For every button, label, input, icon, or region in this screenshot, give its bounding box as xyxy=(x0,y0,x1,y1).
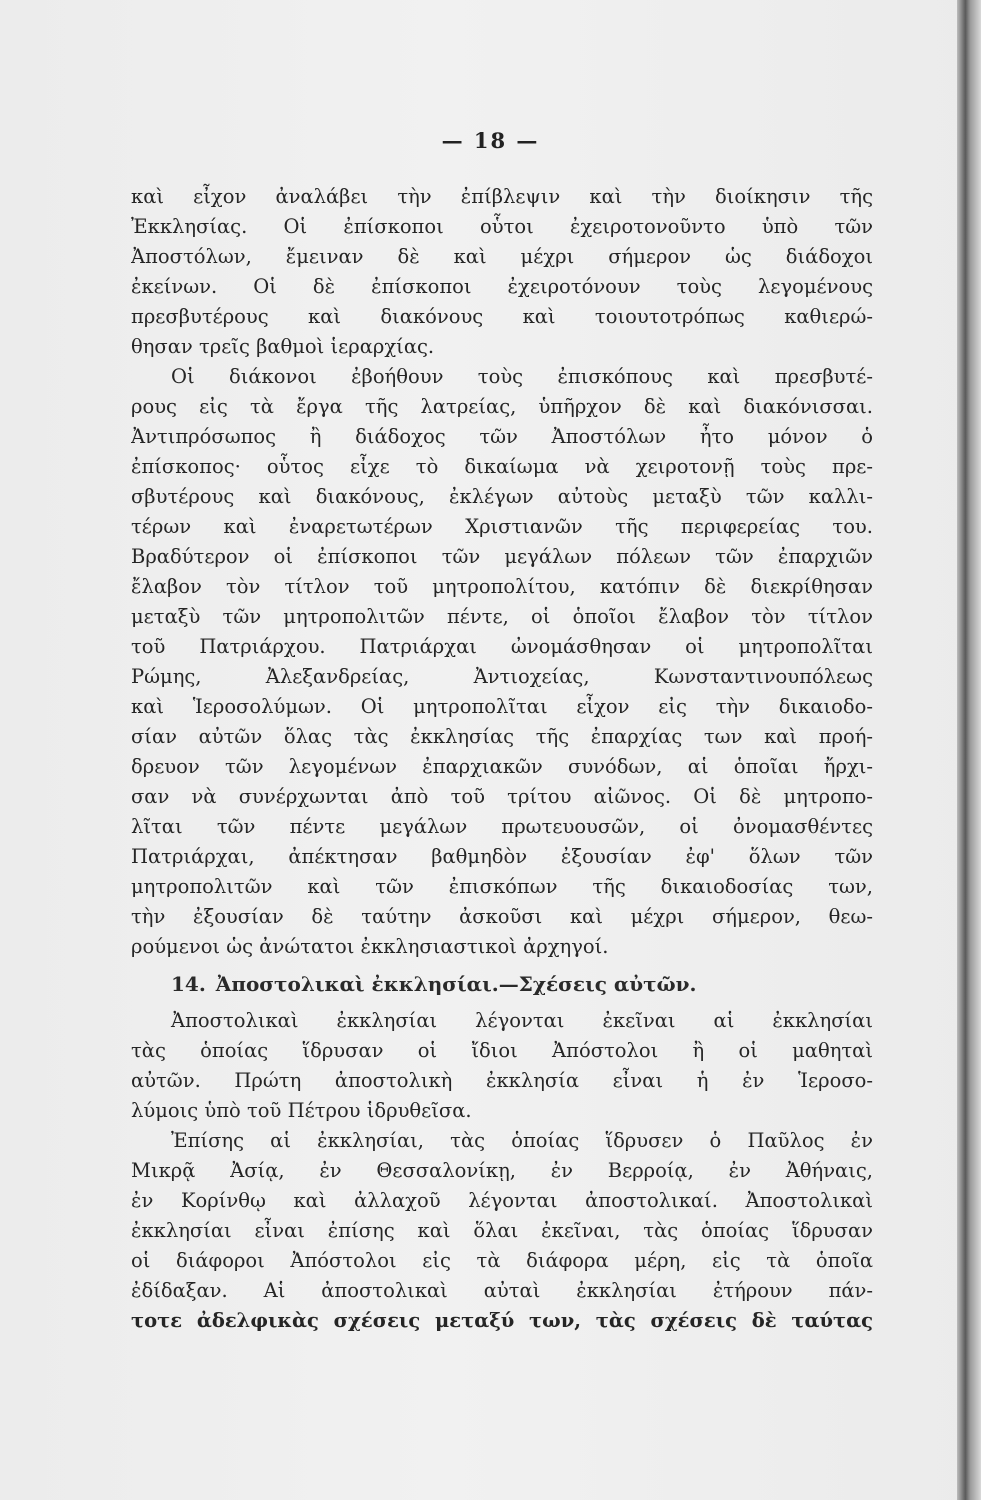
text-line: σβυτέρους καὶ διακόνους, ἐκλέγων αὐτοὺς μεταξὺ τῶν καλλι- xyxy=(131,485,873,508)
text-line: σαν νὰ συνέρχωνται ἀπὸ τοῦ τρίτου αἰῶνος. Οἱ δὲ μητροπο- xyxy=(131,785,873,808)
book-binding-edge xyxy=(957,0,981,1500)
text-line: Ἀποστόλων, ἔμειναν δὲ καὶ μέχρι σήμερον ὡς διάδοχοι xyxy=(131,245,873,268)
text-line: Μικρᾷ Ἀσίᾳ, ἐν Θεσσαλονίκῃ, ἐν Βερροίᾳ, ἐν Ἀθήναις, xyxy=(131,1159,873,1182)
section-heading xyxy=(131,962,873,1006)
body-text xyxy=(131,182,873,1336)
text-line: τὰς ὁποίας ἵδρυσαν οἱ ἴδιοι Ἀπόστολοι ἢ οἱ μαθηταὶ xyxy=(131,1039,873,1062)
section-number: 14. xyxy=(171,972,206,996)
text-line: τέρων καὶ ἐναρετωτέρων Χριστιανῶν τῆς περιφερείας του. xyxy=(131,515,873,538)
text-line: ἐκκλησίαι εἶναι ἐπίσης καὶ ὅλαι ἐκεῖναι, τὰς ὁποίας ἵδρυσαν xyxy=(131,1219,873,1242)
text-line: σίαν αὐτῶν ὅλας τὰς ἐκκλησίας τῆς ἐπαρχίας των καὶ προή- xyxy=(131,725,873,748)
text-line: λῖται τῶν πέντε μεγάλων πρωτευουσῶν, οἱ ὀνομασθέντες xyxy=(131,815,873,838)
text-line: μητροπολιτῶν καὶ τῶν ἐπισκόπων τῆς δικαιοδοσίας των, xyxy=(131,875,873,898)
text-line: θησαν τρεῖς βαθμοὶ ἱεραρχίας. xyxy=(131,335,435,358)
text-line: οἱ διάφοροι Ἀπόστολοι εἰς τὰ διάφορα μέρη, εἰς τὰ ὁποῖα xyxy=(131,1249,873,1272)
text-line: Πατριάρχαι, ἀπέκτησαν βαθμηδὸν ἐξουσίαν ἐφ' ὅλων τῶν xyxy=(131,845,873,868)
text-line: ρους εἰς τὰ ἔργα τῆς λατρείας, ὑπῆρχον δὲ καὶ διακόνισσαι. xyxy=(131,395,873,418)
text-line: πρεσβυτέρους καὶ διακόνους καὶ τοιουτοτρόπως καθιερώ- xyxy=(131,305,873,328)
text-line: λύμοις ὑπὸ τοῦ Πέτρου ἱδρυθεῖσα. xyxy=(131,1099,472,1122)
text-line: Οἱ διάκονοι ἐβοήθουν τοὺς ἐπισκόπους καὶ πρεσβυτέ- xyxy=(171,365,873,388)
page-number: — 18 — xyxy=(441,128,540,153)
text-line: Βραδύτερον οἱ ἐπίσκοποι τῶν μεγάλων πόλεων τῶν ἐπαρχιῶν xyxy=(131,545,873,568)
text-line: Ἐκκλησίας. Οἱ ἐπίσκοποι οὗτοι ἐχειροτονοῦντο ὑπὸ τῶν xyxy=(131,215,873,238)
text-line: τοῦ Πατριάρχου. Πατριάρχαι ὠνομάσθησαν οἱ μητροπολῖται xyxy=(131,635,873,658)
text-line: Ἀντιπρόσωπος ἢ διάδοχος τῶν Ἀποστόλων ἦτο μόνον ὁ xyxy=(131,425,873,448)
text-line: αὐτῶν. Πρώτη ἀποστολικὴ ἐκκλησία εἶναι ἡ ἐν Ἱεροσο- xyxy=(131,1069,873,1092)
text-line: ἐν Κορίνθῳ καὶ ἀλλαχοῦ λέγονται ἀποστολικαί. Ἀποστολικαὶ xyxy=(131,1189,873,1212)
text-line: ἐπίσκοπος· οὗτος εἶχε τὸ δικαίωμα νὰ χειροτονῇ τοὺς πρε- xyxy=(131,455,873,478)
text-line: Ἀποστολικαὶ ἐκκλησίαι λέγονται ἐκεῖναι αἱ ἐκκλησίαι xyxy=(171,1009,873,1032)
text-line: τὴν ἐξουσίαν δὲ ταύτην ἀσκοῦσι καὶ μέχρι σήμερον, θεω- xyxy=(131,905,873,928)
text-line: τοτε ἀδελφικὰς σχέσεις μεταξύ των, τὰς σχέσεις δὲ ταύτας xyxy=(131,1309,873,1332)
text-line: ἔλαβον τὸν τίτλον τοῦ μητροπολίτου, κατόπιν δὲ διεκρίθησαν xyxy=(131,575,873,598)
text-line: ἐδίδαξαν. Αἱ ἀποστολικαὶ αὐταὶ ἐκκλησίαι ἐτήρουν πάν- xyxy=(131,1279,873,1302)
text-line: δρευον τῶν λεγομένων ἐπαρχιακῶν συνόδων, αἱ ὁποῖαι ἤρχι- xyxy=(131,755,873,778)
text-line: ρούμενοι ὡς ἀνώτατοι ἐκκλησιαστικοὶ ἀρχηγοί. xyxy=(131,935,609,958)
text-line: ἐκείνων. Οἱ δὲ ἐπίσκοποι ἐχειροτόνουν τοὺς λεγομένους xyxy=(131,275,873,298)
text-line: μεταξὺ τῶν μητροπολιτῶν πέντε, οἱ ὁποῖοι ἔλαβον τὸν τίτλον xyxy=(131,605,873,628)
text-line: καὶ εἶχον ἀναλάβει τὴν ἐπίβλεψιν καὶ τὴν διοίκησιν τῆς xyxy=(131,185,873,208)
text-line: Ρώμης, Ἀλεξανδρείας, Ἀντιοχείας, Κωνσταντινουπόλεως xyxy=(131,665,873,688)
text-line: καὶ Ἱεροσολύμων. Οἱ μητροπολῖται εἶχον εἰς τὴν δικαιοδο- xyxy=(131,695,873,718)
text-line: Ἐπίσης αἱ ἐκκλησίαι, τὰς ὁποίας ἵδρυσεν ὁ Παῦλος ἐν xyxy=(171,1129,873,1152)
section-title: Ἀποστολικαὶ ἐκκλησίαι.—Σχέσεις αὐτῶν. xyxy=(215,972,697,996)
